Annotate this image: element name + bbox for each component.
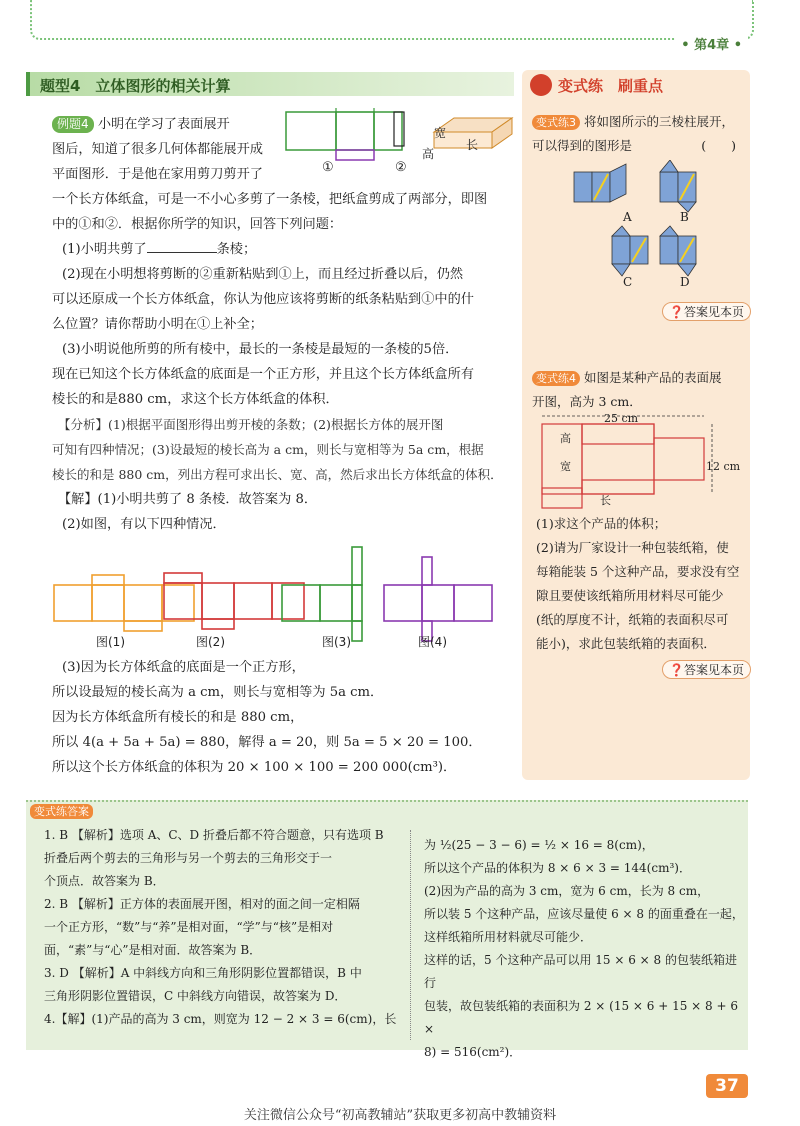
- example-body: [52, 187, 514, 537]
- fig-label-width: 宽: [434, 126, 447, 140]
- dim-right: 12 cm: [706, 460, 741, 473]
- fig-caption-2: 图(2): [196, 635, 225, 649]
- fig-label-height: 高: [422, 147, 435, 161]
- exercise-3: 变式练3 将如图所示的三棱柱展开， 可以得到的图形是 ( ): [532, 114, 736, 153]
- fig-label-2: ②: [395, 160, 407, 175]
- option-b: B: [680, 210, 689, 224]
- option-a: A: [623, 210, 632, 224]
- text-line: 中的①和②．根据你所学的知识，回答下列问题：: [52, 217, 343, 232]
- question-1: (1)小明共剪了 条棱；: [62, 242, 257, 257]
- option-c: C: [623, 275, 633, 289]
- fig-caption-4: 图(4): [418, 635, 447, 649]
- dim-w: 宽: [560, 460, 571, 473]
- text-line: 可以还原成一个长方体纸盒，你认为他应该将剪断的纸条粘贴到①中的什: [52, 292, 474, 307]
- fig-caption-1: 图(1): [96, 635, 125, 649]
- fig-caption-3: 图(3): [322, 635, 351, 649]
- exercise-4-questions: (1)求这个产品的体积； (2)请为厂家设计一种包装纸箱，使 每箱能装 5 个这种产品，要求没有空 隙且要使该纸箱所用材料尽可能少 (纸的厚度不计，纸箱的表面积尽可 能小)，求此包装纸箱的表面积．: [536, 516, 740, 651]
- topic-header: [26, 72, 514, 96]
- fig-label-length: 长: [466, 138, 479, 152]
- text-line: 一个长方体纸盒，可是一不小心多剪了一条棱，把纸盒剪成了两部分，即图: [52, 192, 488, 207]
- solution-line: (2)如图，有以下四种情况．: [62, 517, 226, 532]
- example-tag: 例题4: [52, 116, 94, 133]
- see-answer-3: ❓答案见本页: [662, 302, 751, 321]
- exercise-4-tag: 变式练4: [532, 371, 580, 386]
- text-line: 小明在学习了表面展开: [97, 117, 230, 132]
- dim-l: 长: [600, 494, 611, 507]
- fig-label-1: ①: [322, 160, 334, 175]
- footer-note: 关注微信公众号“初高教辅站”获取更多初高中教辅资料: [243, 1108, 557, 1123]
- solution-line: 【解】(1)小明共剪了 8 条棱．故答案为 8．: [58, 492, 318, 507]
- answers-divider: [410, 830, 412, 1040]
- solution-3: (3)因为长方体纸盒的底面是一个正方形， 所以设最短的棱长高为 a cm，则长与宽相等为 5a cm． 因为长方体纸盒所有棱长的和是 880 cm， 所以 4(a + 5a + 5a) = 880，解得 a = 20，则 5a = 5 × 20 = 100． 所以这个长方体纸盒的体积为 20 × 100 × 100 = 200 000(cm³)．: [52, 660, 482, 775]
- answers-left: 1. B 【解析】选项 A、C、D 折叠后都不符合题意，只有选项 B 折叠后两个剪去的三角形与另一个剪去的三角形交于一 个顶点．故答案为 B． 2. B 【解析】正方体的表面展开图，相对的面之间一定相隔 一个正方形，“数”与“养”是相对面，“学”与“核”是相对 面，“素”与“心”是相对面．故答案为 B． 3. D 【解析】A 中斜线方向和三角形阴影位置都错误，B 中 三角形阴影位置错误，C 中斜线方向错误，故答案为 D． 4.【解】(1)产品的高为 3 cm，则宽为 12 − 2 × 3 = 6(cm)，长: [44, 828, 397, 1026]
- top-border: [30, 0, 754, 40]
- prism-options-figure: [570, 160, 730, 285]
- answers-tag: 变式练答案: [30, 804, 93, 819]
- side-title: 变式练 刷重点: [558, 77, 664, 95]
- text-line: 图后，知道了很多几何体都能展开成: [52, 142, 263, 157]
- text-line: 棱长的和是880 cm，求这个长方体纸盒的体积．: [52, 392, 339, 407]
- topic-title: 题型4 立体图形的相关计算: [40, 77, 231, 95]
- answers-right: 为 ½(25 − 3 − 6) = ½ × 16 = 8(cm)， 所以这个产品的体积为 8 × 6 × 3 = 144(cm³)． (2)因为产品的高为 3 cm，宽为 6 cm，长为 8 cm， 所以装 5 个这种产品，应该尽量使 6 × 8 的面重叠在一起， 这样纸箱所用材料就尽可能少． 这样的话，5 个这种产品可以用 15 × 6 × 8 的包装纸箱进行 包装，故包装纸箱的表面积为 2 × (15 × 6 + 15 × 8 + 6 × 8) = 516(cm²)．: [424, 838, 744, 1059]
- text-line: 平面图形．于是他在家用剪刀剪开了: [52, 167, 263, 182]
- side-logo-icon: [530, 74, 552, 96]
- exercise-3-tag: 变式练3: [532, 115, 580, 130]
- text-line: 么位置？请你帮助小明在①上补全；: [52, 317, 263, 332]
- text-line: (2)现在小明想将剪断的②重新粘贴到①上，而且经过折叠以后，仍然: [62, 267, 464, 282]
- analysis: 【分析】(1)根据平面图形得出剪开棱的条数；(2)根据长方体的展开图 可知有四种情况；(3)设最短的棱长高为 a cm，则长与宽相等为 5a cm，根据 棱长的和是 880 cm，列出方程可求出长、宽、高，然后求出长方体纸盒的体积．: [52, 417, 503, 482]
- dim-h: 高: [560, 432, 571, 445]
- dim-top: 25 cm: [604, 412, 639, 425]
- text-line: (3)小明说他所剪的所有棱中，最长的一条棱是最短的一条棱的5倍．: [62, 342, 459, 357]
- see-answer-4: ❓答案见本页: [662, 660, 751, 679]
- chapter-label: • 第4章 •: [675, 34, 748, 53]
- text-line: 现在已知这个长方体纸盒的底面是一个正方形，并且这个长方体纸盒所有: [52, 367, 474, 382]
- example-intro: [52, 112, 282, 187]
- page-number: 37: [706, 1074, 748, 1098]
- option-d: D: [680, 275, 690, 289]
- answer-blank: [147, 252, 217, 253]
- exercise-4: 变式练4 如图是某种产品的表面展 开图，高为 3 cm．: [532, 370, 722, 409]
